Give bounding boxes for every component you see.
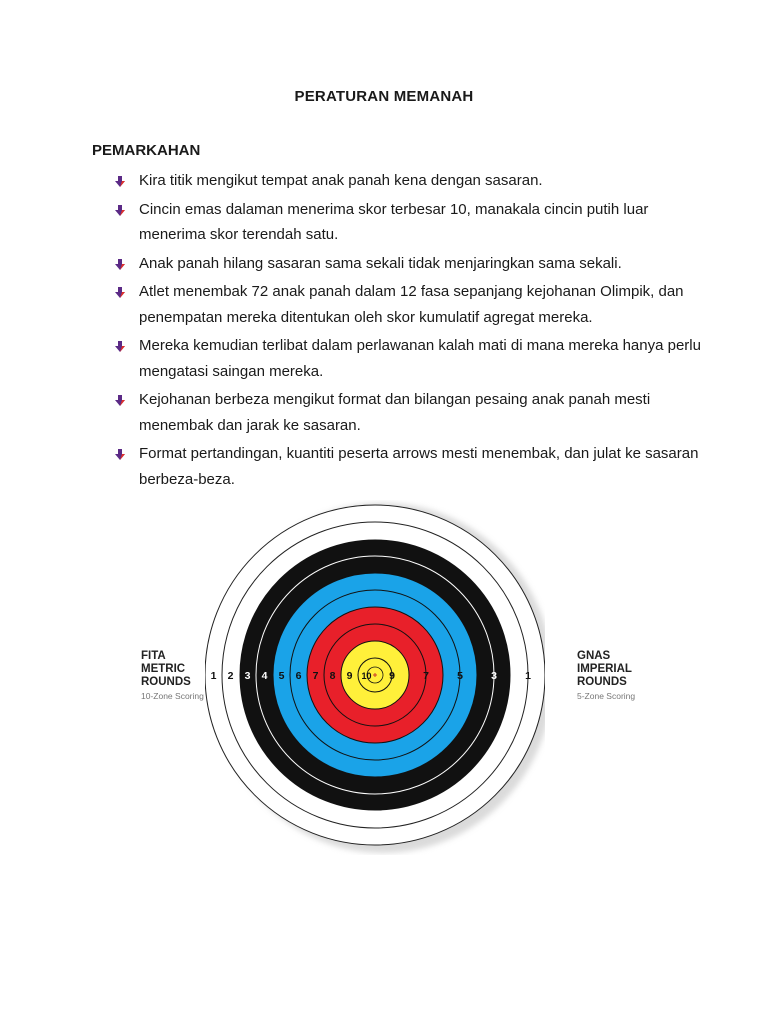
score-label-left-3: 3 [244, 670, 251, 682]
gnas-label-line3: ROUNDS [577, 676, 627, 688]
gnas-label [577, 650, 635, 703]
score-label-left-8: 8 [329, 670, 336, 682]
bullet-text: Format pertandingan, kuantiti peserta arrows mesti menembak, dan julat ke sasaran berbeza-beza. [139, 445, 699, 488]
score-label-left-1: 1 [210, 670, 217, 682]
list-item [114, 333, 714, 384]
list-item [114, 387, 714, 438]
score-label-right-3: 3 [491, 670, 497, 682]
fita-label-line1: FITA [141, 650, 166, 662]
arrow-bullet-icon [114, 257, 128, 271]
score-label-right-1: 1 [525, 670, 531, 682]
arrow-bullet-icon [114, 203, 128, 217]
gnas-scoring-note: 5-Zone Scoring [577, 691, 636, 701]
scoring-rules-list [114, 168, 714, 495]
bullet-text: Cincin emas dalaman menerima skor terbesar 10, manakala cincin putih luar menerima skor terendah satu. [139, 200, 649, 243]
score-label-left-4: 4 [261, 670, 268, 682]
section-heading: PEMARKAHAN [92, 142, 201, 159]
list-item [114, 251, 714, 277]
list-item [114, 168, 714, 194]
gnas-label-line1: GNAS [577, 650, 611, 662]
fita-scoring-note: 10-Zone Scoring [141, 691, 204, 701]
arrow-bullet-icon [114, 174, 128, 188]
arrow-bullet-icon [114, 447, 128, 461]
target-rings [205, 500, 545, 855]
bullet-text: Mereka kemudian terlibat dalam perlawanan kalah mati di mana mereka hanya perlu mengatasi saingan mereka. [139, 337, 701, 380]
list-item [114, 441, 714, 492]
score-label-right-5: 5 [457, 670, 463, 682]
bullet-text: Atlet menembak 72 anak panah dalam 12 fasa sepanjang kejohanan Olimpik, dan penempatan mereka ditentukan oleh skor kumulatif agregat mereka. [139, 283, 684, 326]
score-label-left-7: 7 [312, 670, 319, 682]
fita-label [141, 650, 204, 703]
archery-target-figure [140, 500, 640, 855]
score-label-left-9: 9 [346, 670, 353, 682]
arrow-bullet-icon [114, 339, 128, 353]
score-label-right-9: 9 [389, 670, 395, 682]
bullet-text: Anak panah hilang sasaran sama sekali tidak menjaringkan sama sekali. [139, 254, 622, 272]
gnas-label-line2: IMPERIAL [577, 663, 632, 675]
score-label-left-5: 5 [278, 670, 285, 682]
page-title: PERATURAN MEMANAH [294, 88, 474, 105]
fita-label-line2: METRIC [141, 663, 186, 675]
bullet-text: Kira titik mengikut tempat anak panah kena dengan sasaran. [139, 172, 543, 189]
fita-label-line3: ROUNDS [141, 676, 191, 688]
arrow-bullet-icon [114, 393, 128, 407]
list-item [114, 197, 714, 248]
score-label-left-10: 10 [361, 671, 372, 681]
score-label-left-6: 6 [295, 670, 302, 682]
score-label-right-7: 7 [423, 670, 429, 682]
arrow-bullet-icon [114, 285, 128, 299]
list-item [114, 279, 714, 330]
score-label-left-2: 2 [227, 670, 234, 682]
bullet-text: Kejohanan berbeza mengikut format dan bilangan pesaing anak panah mesti menembak dan jarak ke sasaran. [139, 391, 651, 434]
